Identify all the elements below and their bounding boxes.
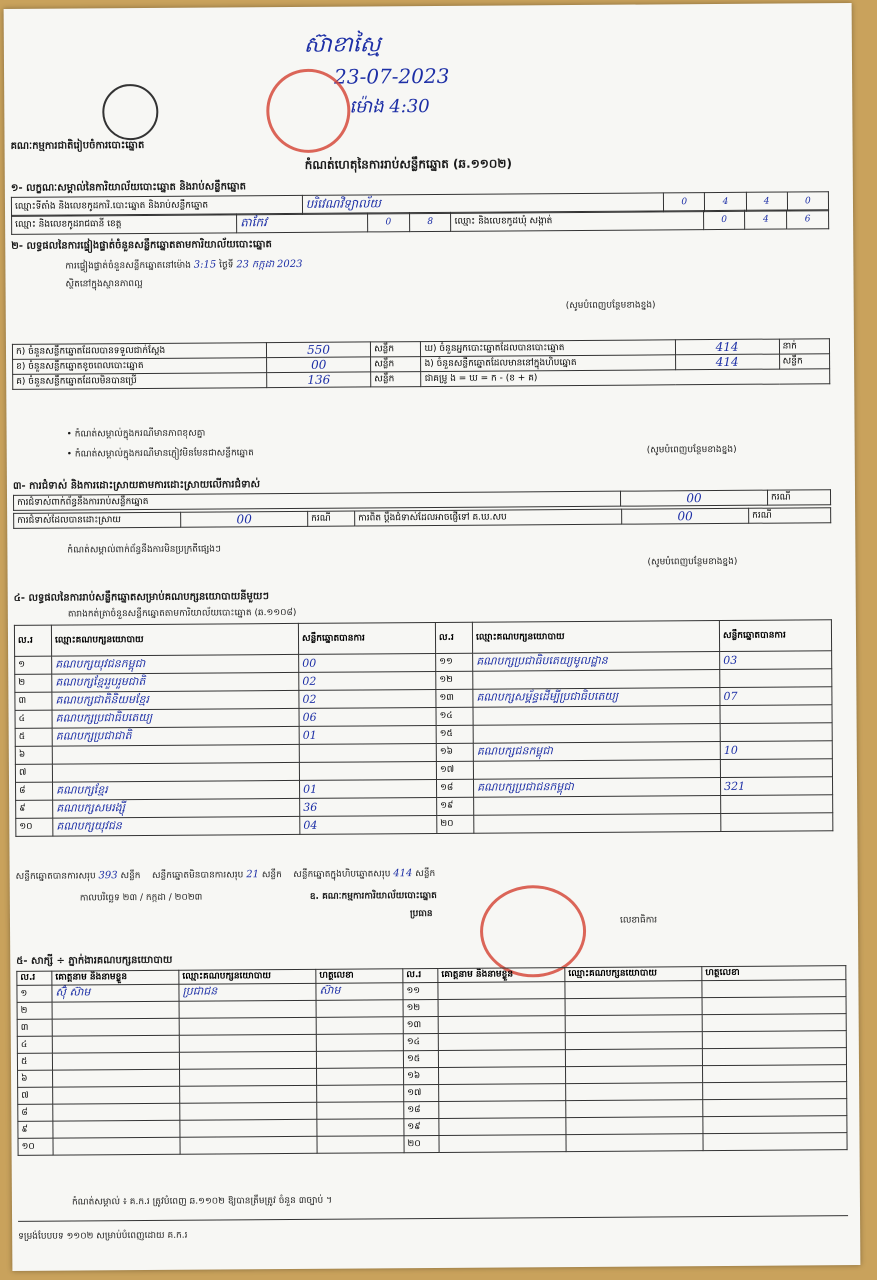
witness-party	[180, 1085, 317, 1103]
sec1-title: ១- លក្ខណៈសម្គាល់នៃការិយាល័យបោះឆ្នោត និងរាប់សន្លឹកឆ្នោត	[10, 181, 247, 194]
sec1-row2-value: តាកែវ	[237, 213, 368, 233]
witness-name	[52, 1001, 179, 1019]
row-no: ៩	[18, 1121, 53, 1138]
witness-name	[439, 1067, 566, 1085]
sec3-table-2	[13, 507, 831, 529]
col-party: ឈ្មោះគណបក្សនយោបាយ	[565, 967, 702, 982]
party-name: គណបក្សយុវជន	[53, 816, 300, 836]
sec2-hour: 3:15	[193, 259, 217, 271]
party-name	[474, 813, 721, 833]
witness-party	[566, 1134, 703, 1152]
witness-sign	[702, 980, 846, 998]
party-votes: 00	[299, 653, 436, 672]
row-no: ១១	[403, 982, 438, 999]
row-no: ៥	[17, 1053, 52, 1070]
divider	[18, 1215, 848, 1222]
witness-party	[565, 1049, 702, 1067]
total-unit: សន្លឹក	[120, 871, 141, 882]
sec1-code-digit: 4	[746, 192, 787, 211]
row-no: ៤	[17, 1036, 52, 1053]
witness-party	[565, 1015, 702, 1033]
party-votes: 06	[299, 707, 436, 726]
secretary-label: លេខាធិការ	[619, 915, 658, 926]
witness-party	[180, 1068, 317, 1086]
party-votes	[721, 795, 833, 814]
sec1-code-digit: 4	[705, 192, 746, 211]
sec2-day: 23	[236, 259, 250, 271]
witness-name	[53, 1137, 180, 1155]
row-no: ១៧	[404, 1084, 439, 1101]
total-unit: សន្លឹក	[415, 868, 436, 880]
sec2-year: 2023	[276, 258, 303, 271]
witness-sign	[317, 1068, 404, 1086]
sec3-row1-label: ការជំទាស់ពាក់ព័ន្ធនឹងការរាប់សន្លឹកឆ្នោត	[14, 491, 621, 510]
org-label: គណៈកម្មការជាតិរៀបចំការបោះឆ្នោត	[10, 139, 145, 152]
witness-sign	[317, 1136, 404, 1154]
witness-name	[438, 982, 565, 1000]
witness-name	[53, 1069, 180, 1087]
ballots-spoiled-unit: សន្លឹក	[371, 357, 421, 372]
witness-sign	[316, 1000, 403, 1018]
sec1-code-digit: 0	[787, 192, 828, 211]
sec3-row1-value: 00	[620, 490, 767, 506]
sec3-row2-unit: ករណី	[308, 511, 355, 526]
row-no: ៤	[15, 710, 52, 728]
witness-party	[179, 1051, 316, 1069]
party-name: គណបក្សប្រជាធិបតេយ្យមូលដ្ឋាន	[473, 651, 720, 671]
form-footer: ទម្រង់បែបបទ ១១០២ សម្រាប់បំពេញដោយ គ.ក.រ	[18, 1230, 188, 1242]
witness-sign	[702, 1065, 846, 1083]
row-no: ១២	[436, 671, 473, 689]
witness-table	[16, 965, 847, 1156]
witness-sign	[316, 1034, 403, 1052]
sec2-note: (សូមបំពេញបន្ថែមខាងខ្នង)	[565, 300, 656, 312]
sec3-row2-value: 00	[181, 511, 308, 527]
party-name: គណបក្សយុវជនកម្ពុជា	[52, 654, 299, 674]
col-party: ឈ្មោះគណបក្សនយោបាយ	[51, 623, 298, 656]
row-no: ១៣	[403, 1016, 438, 1033]
sec4-title: ៤- លទ្ធផលនៃការរាប់សន្លឹកឆ្នោតសម្រាប់គណបក្សនយោបាយនីមួយៗ	[13, 591, 270, 604]
witness-name	[438, 1033, 565, 1051]
party-votes: 36	[300, 797, 437, 816]
party-name	[473, 723, 720, 743]
witness-party	[180, 1136, 317, 1154]
president-label: ប្រធាន	[409, 909, 433, 920]
ballots-unused-value: 136	[267, 372, 371, 388]
ballots-received-value: 550	[267, 342, 371, 358]
party-name	[473, 759, 720, 779]
row-no: ១៩	[437, 797, 474, 815]
row-no: ៨	[18, 1104, 53, 1121]
row-no: ១០	[18, 1138, 53, 1155]
witness-sign	[703, 1082, 847, 1100]
totals-line	[16, 868, 436, 884]
party-votes: 321	[720, 777, 832, 796]
col-sign: ហត្ថលេខា	[702, 966, 846, 981]
witness-party	[566, 1100, 703, 1118]
party-name	[52, 762, 299, 782]
row-no: ១៥	[436, 725, 473, 743]
red-seal-icon	[266, 69, 351, 154]
row-no: ១៥	[403, 1050, 438, 1067]
form-title: កំណត់ហេតុនៃការរាប់សន្លឹកឆ្នោត (ឆ.១១០២)	[304, 156, 512, 172]
party-name: គណបក្សប្រជាជាតិ	[52, 726, 299, 746]
row-no: ១០	[16, 818, 53, 836]
red-seal-icon	[480, 885, 587, 978]
sec1-row2-label: ឈ្មោះ និងលេខកូដរាជធានី ខេត្ត	[12, 214, 237, 235]
sec3-row2b-unit: ករណី	[749, 508, 831, 524]
row-no: ១	[17, 985, 52, 1002]
party-name: គណបក្សខ្មែរ	[53, 780, 300, 800]
witness-sign	[702, 1048, 846, 1066]
sec2-month: កក្កដា	[251, 259, 275, 271]
witness-name	[438, 1016, 565, 1034]
witness-name	[439, 1118, 566, 1136]
sec2-title: ២- លទ្ធផលនៃការផ្ទៀងផ្ទាត់ចំនួនសន្លឹកឆ្នោតតាមការិយាល័យបោះឆ្នោត	[11, 239, 272, 252]
witness-name	[439, 1101, 566, 1119]
ballots-in-box-value: 414	[675, 354, 779, 370]
sec3-row2-label: ការជំទាស់ដែលបានដោះស្រាយ	[14, 512, 181, 528]
sec3-remark: កំណត់សម្គាល់ពាក់ព័ន្ធនឹងការមិនប្រក្រតីផ្សេងៗ	[67, 544, 221, 556]
col-no: ល.រ	[17, 971, 52, 985]
witness-sign	[703, 1099, 847, 1117]
party-votes	[299, 761, 436, 780]
party-name: គណបក្សប្រជាធិបតេយ្យ	[52, 708, 299, 728]
witness-party	[565, 1032, 702, 1050]
party-votes: 01	[299, 779, 436, 798]
sec2-note2: (សូមបំពេញបន្ថែមខាងខ្នង)	[646, 444, 737, 456]
sec4-subtitle: តារាងកត់ត្រាចំនួនសន្លឹកឆ្នោតតាមការិយាល័យបោះឆ្នោត (ឆ.១១០៨)	[67, 607, 297, 620]
ballots-in-box-unit: សន្លឹក	[779, 354, 830, 369]
party-votes: 03	[720, 651, 832, 670]
voters-value: 414	[675, 339, 779, 355]
col-name: គោត្តនាម និងនាមខ្លួន	[52, 970, 179, 985]
emblem-icon	[102, 84, 158, 140]
sec1-row1-label: ឈ្មោះទីតាំង និងលេខកូដការិ.បោះឆ្នោត និងរាប់សន្លឹកឆ្នោត	[11, 195, 302, 216]
witness-sign	[702, 1014, 846, 1032]
witness-sign	[702, 997, 846, 1015]
sec2-day-label: ថ្ងៃទី	[219, 260, 234, 271]
party-name: គណបក្សជនកម្ពុជា	[473, 741, 720, 761]
witness-party	[565, 981, 702, 999]
row-no: ៦	[18, 1070, 53, 1087]
ballots-spoiled-value: 00	[267, 357, 371, 373]
total-unit: សន្លឹក	[261, 870, 282, 881]
witness-name	[439, 1135, 566, 1153]
witness-name	[53, 1120, 180, 1138]
witness-name	[52, 1052, 179, 1070]
witness-name	[53, 1086, 180, 1104]
party-name: គណបក្សប្រជាជនកម្ពុជា	[473, 777, 720, 797]
date-line: កាលបរិច្ឆេទ ២៣ / កក្កដា / ២០២៣	[79, 892, 203, 904]
sec1-code-digit: 0	[664, 193, 705, 212]
witness-sign	[703, 1116, 847, 1134]
ballots-in-box-label: ង) ចំនួនសន្លឹកឆ្នោតដែលមាននៅក្នុងហិបឆ្នោត	[421, 355, 675, 372]
party-votes	[720, 669, 832, 688]
ballots-spoiled-label: ខ) ចំនួនសន្លឹកឆ្នោតខូចពេលបោះឆ្នោត	[13, 358, 267, 375]
party-results-table	[14, 619, 833, 837]
ballots-received-unit: សន្លឹក	[371, 342, 421, 357]
witness-sign	[703, 1133, 847, 1151]
witness-name	[438, 1050, 565, 1068]
row-no: ២	[17, 1002, 52, 1019]
witness-sign	[316, 1017, 403, 1035]
party-votes: 07	[720, 687, 832, 706]
footer-note: កំណត់សម្គាល់ ៖ គ.ក.រ ត្រូវបំពេញ ឆ.១១០២ ឱ្យបានត្រឹមត្រូវ ចំនួន ៣ច្បាប់ ។	[71, 1195, 333, 1208]
sec2-line2: ស្ថិតនៅក្នុងស្ថានភាពល្អ	[65, 279, 143, 290]
witness-party	[565, 998, 702, 1016]
party-votes	[720, 759, 832, 778]
province-code-digit: 0	[367, 213, 409, 232]
party-votes	[299, 743, 436, 762]
party-votes	[721, 813, 833, 832]
total-invalid-value: 21	[246, 869, 259, 881]
party-votes: 02	[299, 671, 436, 690]
row-no: ១	[15, 656, 52, 674]
witness-party	[566, 1117, 703, 1135]
party-votes	[720, 723, 832, 742]
col-no: ល.រ	[14, 625, 51, 656]
witness-sign	[317, 1119, 404, 1137]
witness-sign	[316, 1051, 403, 1069]
col-party: ឈ្មោះគណបក្សនយោបាយ	[179, 969, 316, 984]
party-name: គណបក្សសម្ព័ន្ធដើម្បីប្រជាធិបតេយ្យ	[473, 687, 720, 707]
row-no: ៥	[15, 728, 52, 746]
total-valid-value: 393	[98, 870, 118, 882]
party-votes: 01	[299, 725, 436, 744]
row-no: ២	[15, 674, 52, 692]
row-no: ១៣	[436, 689, 473, 707]
party-name: គណបក្សជាតិនិយមខ្មែរ	[52, 690, 299, 710]
total-box-label: សន្លឹកឆ្នោតក្នុងហិបឆ្នោតសរុប	[293, 869, 391, 880]
province-code-digit: 8	[409, 212, 451, 231]
sec2-bullet2: • កំណត់សម្គាល់ក្នុងករណីមានភ្ញៀវមិនមែនជាសន្លឹកឆ្នោត	[66, 448, 254, 460]
sec3-row2b-label: ការពិត ប្តឹងជំទាស់ដែលអាចផ្ញើទៅ គ.ឃ.សប	[355, 509, 622, 526]
sec5-title: ៥- សាក្សី ÷ ភ្នាក់ងារគណបក្សនយោបាយ	[16, 954, 173, 967]
witness-sign	[317, 1102, 404, 1120]
col-sign: ហត្ថលេខា	[316, 969, 403, 984]
voters-label: ឃ) ចំនួនអ្នកបោះឆ្នោតដែលបានបោះឆ្នោត	[421, 340, 675, 357]
sec3-title: ៣- ការជំទាស់ និងការដោះស្រាយតាមការដោះស្រាយលើការជំទាស់	[12, 479, 261, 492]
sec2-ballot-table	[12, 338, 830, 390]
total-valid-label: សន្លឹកឆ្នោតបានការសរុប	[15, 871, 96, 882]
time-stamp: ម៉ោង 4:30	[349, 96, 430, 118]
formula: ជាគម្រូ ង = ឃ = ក - (ខ + គ)	[421, 369, 830, 387]
row-no: ៨	[16, 782, 53, 800]
col-no: ល.រ	[403, 968, 438, 982]
row-no: ៧	[15, 764, 52, 782]
sec2-bullet1: • កំណត់សម្គាល់ក្នុងករណីមានភាពខុសគ្នា	[66, 428, 206, 440]
sec2-line1-text: ការផ្ទៀងផ្ទាត់ចំនួនសន្លឹកឆ្នោតនៅម៉ោង	[65, 260, 191, 272]
sec3-note: (សូមបំពេញបន្ថែមខាងខ្នង)	[647, 556, 738, 568]
commune-code-digit: 6	[787, 210, 829, 229]
row-no: ២០	[437, 815, 474, 833]
row-no: ១៤	[436, 707, 473, 725]
witness-name: ស៊ុំ ស៊ាម	[52, 984, 179, 1002]
date-stamp: 23-07-2023	[334, 63, 450, 89]
voters-unit: នាក់	[779, 339, 830, 354]
witness-name	[53, 1103, 180, 1121]
commune-code-digit: 4	[745, 210, 787, 229]
col-votes: សន្លឹកឆ្នោតបានការ	[298, 622, 435, 654]
sec1-row1-value: បរិវេណវិទ្យាល័យ	[302, 193, 664, 215]
witness-party	[180, 1119, 317, 1137]
party-votes: 10	[720, 741, 832, 760]
row-no: ១៦	[436, 743, 473, 761]
witness-sign: ស៊ាម	[316, 983, 403, 1001]
form-sheet	[4, 3, 861, 1271]
sec1-row2b-label: ឈ្មោះ និងលេខកូដឃុំ សង្កាត់	[451, 211, 703, 232]
col-no: ល.រ	[435, 622, 472, 653]
row-no: ១៨	[404, 1101, 439, 1118]
row-no: ១៤	[403, 1033, 438, 1050]
witness-name	[438, 999, 565, 1017]
witness-name	[52, 1035, 179, 1053]
witness-name	[439, 1084, 566, 1102]
party-name	[473, 669, 720, 689]
ballots-unused-label: គ) ចំនួនសន្លឹកឆ្នោតដែលមិនបានប្រើ	[13, 373, 267, 390]
party-votes	[720, 705, 832, 724]
row-no: ៣	[17, 1019, 52, 1036]
witness-party	[566, 1066, 703, 1084]
row-no: ១២	[403, 999, 438, 1016]
row-no: ១៦	[404, 1067, 439, 1084]
witness-sign	[317, 1085, 404, 1103]
col-votes: សន្លឹកឆ្នោតបានការ	[719, 620, 831, 652]
party-name: គណបក្សសមរង្ស៊ី	[53, 798, 300, 818]
handwritten-top: ស៊ាខាស្មៃ	[303, 32, 381, 58]
row-no: ៧	[18, 1087, 53, 1104]
row-no: ១៩	[404, 1118, 439, 1135]
row-no: ១៧	[436, 761, 473, 779]
row-no: ៦	[15, 746, 52, 764]
sec3-row2b-value: 00	[622, 508, 749, 524]
party-votes: 04	[300, 815, 437, 834]
row-no: ២០	[404, 1135, 439, 1152]
col-name: គោត្តនាម និងនាមខ្លួន	[438, 968, 565, 983]
commune-code-digit: 0	[703, 210, 745, 229]
witness-party	[179, 1017, 316, 1035]
witness-name	[52, 1018, 179, 1036]
col-party: ឈ្មោះគណបក្សនយោបាយ	[472, 620, 719, 653]
party-name: គណបក្សខ្មែររួបរួមជាតិ	[52, 672, 299, 692]
ballots-received-label: ក) ចំនួនសន្លឹកឆ្នោតដែលបានទទួលជាក់ស្តែង	[12, 343, 266, 360]
sec2-line1	[65, 257, 302, 274]
sec3-row1-unit: ករណី	[767, 490, 830, 505]
row-no: ១១	[436, 653, 473, 671]
party-name	[52, 744, 299, 764]
party-name	[474, 795, 721, 815]
witness-sign	[702, 1031, 846, 1049]
party-name	[473, 705, 720, 725]
party-votes: 02	[299, 689, 436, 708]
witness-party	[179, 1000, 316, 1018]
witness-party	[566, 1083, 703, 1101]
total-box-value: 414	[393, 868, 413, 880]
total-invalid-label: សន្លឹកឆ្នោតមិនបានការសរុប	[151, 870, 244, 881]
committee-label: ឧ. គណៈកម្មការការិយាល័យបោះឆ្នោត	[309, 890, 437, 902]
witness-party	[179, 1034, 316, 1052]
row-no: ១៨	[436, 779, 473, 797]
witness-party	[180, 1102, 317, 1120]
row-no: ៣	[15, 692, 52, 710]
row-no: ៩	[16, 800, 53, 818]
ballots-unused-unit: សន្លឹក	[371, 372, 421, 387]
witness-party: ប្រជាជន	[179, 983, 316, 1001]
